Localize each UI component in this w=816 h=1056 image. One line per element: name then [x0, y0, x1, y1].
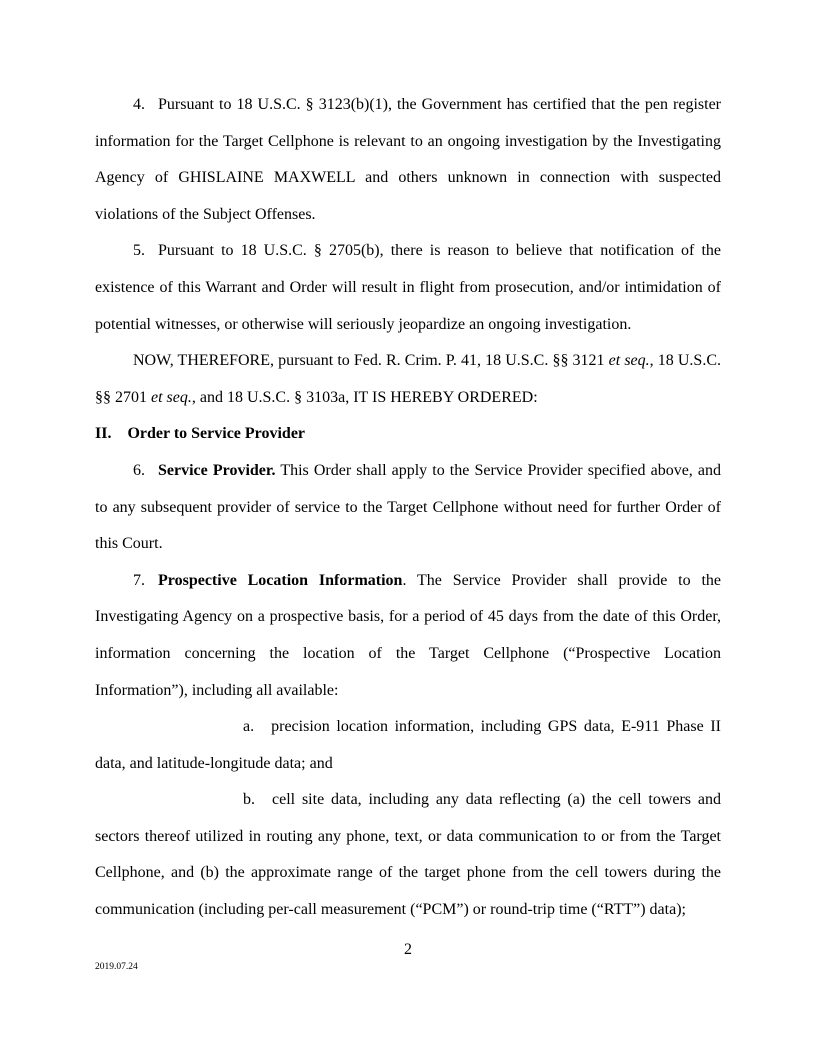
paragraph-4-number: 4.: [133, 96, 145, 113]
paragraph-6-lead-in: Service Provider.: [158, 461, 276, 479]
subitem-a: [95, 709, 721, 782]
et-seq-citation: et seq.: [608, 352, 650, 370]
page-number: 2: [404, 941, 412, 958]
subitem-a-text: precision location information, including GPS data, E-911 Phase II data, and latitude-longitude data; and: [95, 718, 721, 772]
paragraph-5-number: 5.: [133, 242, 145, 260]
paragraph-7-lead-in: Prospective Location Information: [158, 571, 403, 589]
subitem-b-letter: b.: [243, 791, 255, 809]
section-heading-ii: [95, 416, 721, 453]
et-seq-citation: et seq.: [151, 388, 192, 406]
paragraph-6-text: This Order shall apply to the Service Provider specified above, and to any subsequent provider of service to the Target Cellphone without need for further Order of this Court.: [95, 461, 721, 553]
paragraph-4-text: Pursuant to 18 U.S.C. § 3123(b)(1), the Government has certified that the pen register information for the Target Cellphone is relevant to an ongoing investigation by the Investigating Agency of GHISLAINE MAXWELL and others unknown in connection with suspected violations of the Subject Offenses.: [95, 96, 721, 223]
now-therefore-text: , 18 U.S.C. §§ 2701: [95, 352, 721, 406]
paragraph-now-therefore: [95, 343, 721, 416]
subitem-a-letter: a.: [243, 718, 255, 736]
paragraph-7-text: . The Service Provider shall provide to the Investigating Agency on a prospective basis, for a period of 45 days from the date of this Order, information concerning the location of the Target Cellphone (“Prospective Location Information”), including all available:: [95, 571, 721, 699]
subitem-b-text: cell site data, including any data reflecting (a) the cell towers and sectors thereof utilized in routing any phone, text, or data communication to or from the Target Cellphone, and (b) the approximate range of the target phone from the cell towers during the communication (including per-call measurement (“PCM”) or round-trip time (“RTT”) data);: [95, 791, 721, 919]
paragraph-5-text: Pursuant to 18 U.S.C. § 2705(b), there is reason to believe that notification of the existence of this Warrant and Order will result in flight from prosecution, and/or intimidation of potential witnesses, or otherwise will seriously jeopardize an ongoing investigation.: [95, 242, 721, 333]
paragraph-4: [95, 87, 721, 233]
paragraph-7-number: 7.: [133, 571, 145, 589]
section-heading-numeral: II.: [95, 425, 112, 443]
now-therefore-text: NOW, THEREFORE, pursuant to Fed. R. Crim. P. 41, 18 U.S.C. §§ 3121: [133, 352, 609, 370]
paragraph-7: [95, 563, 721, 709]
subitem-b: [95, 782, 721, 928]
footer-date-stamp: 2019.07.24: [95, 962, 138, 972]
paragraph-6: [95, 453, 721, 563]
now-therefore-text: , and 18 U.S.C. § 3103a, IT IS HEREBY ORDERED:: [191, 388, 538, 406]
paragraph-5: [95, 233, 721, 343]
paragraph-6-number: 6.: [133, 461, 145, 479]
document-body: [95, 87, 721, 929]
section-heading-title: Order to Service Provider: [127, 425, 306, 443]
